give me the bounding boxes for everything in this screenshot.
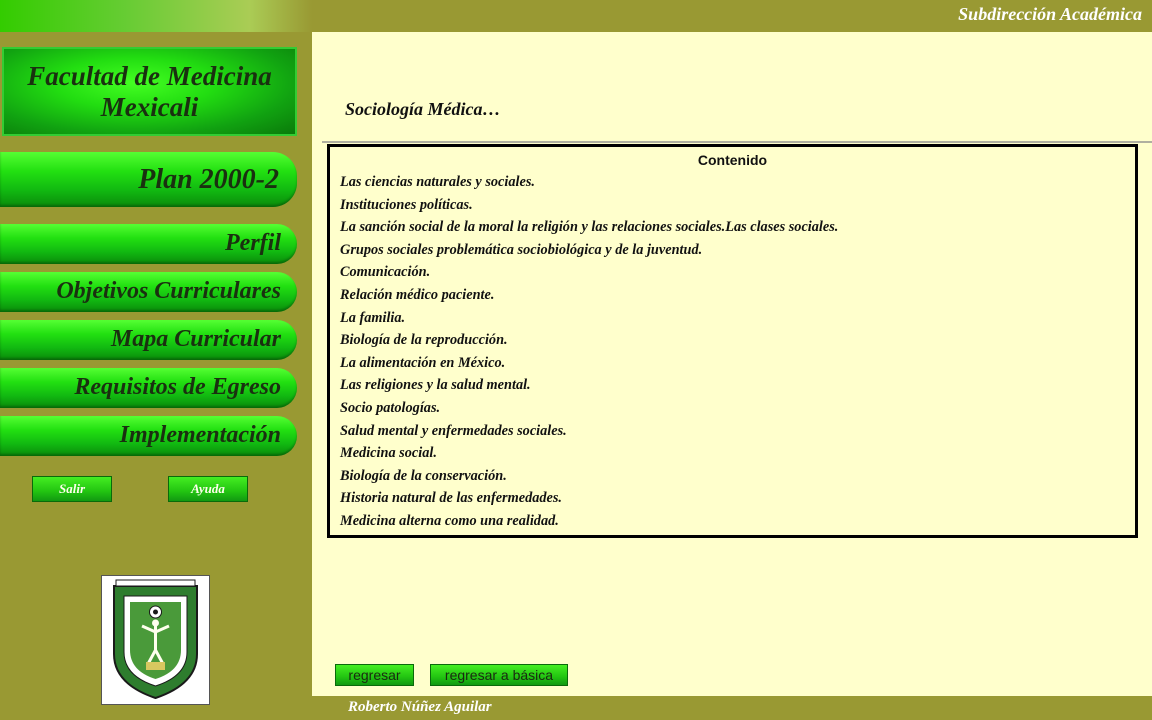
- list-item: Medicina alterna como una realidad.: [340, 512, 559, 529]
- content-list: [340, 171, 1125, 533]
- header-title: Subdirección Académica: [958, 4, 1142, 24]
- plan-button[interactable]: Plan 2000-2: [0, 152, 297, 207]
- faculty-title-line1: Facultad de Medicina: [27, 60, 272, 91]
- list-item: Las ciencias naturales y sociales.: [340, 174, 535, 190]
- page-title: Sociología Médica…: [345, 99, 501, 119]
- sidebar-top-gradient: [0, 0, 312, 32]
- list-item: La sanción social de la moral la religión y las relaciones sociales.Las clases sociales.: [340, 219, 839, 236]
- list-item: Relación médico paciente.: [340, 286, 495, 303]
- seal-graphic: [102, 576, 209, 704]
- university-seal-icon: [101, 575, 210, 705]
- nav-requisitos-egreso[interactable]: Requisitos de Egreso: [0, 368, 297, 408]
- nav-mapa-curricular[interactable]: Mapa Curricular: [0, 320, 297, 360]
- list-item: Salud mental y enfermedades sociales.: [340, 422, 567, 439]
- list-item: Biología de la conservación.: [340, 467, 507, 484]
- list-item: Las religiones y la salud mental.: [340, 377, 531, 394]
- list-item: Historia natural de las enfermedades.: [340, 490, 563, 507]
- back-button[interactable]: regresar: [335, 664, 414, 686]
- title-divider: [322, 141, 1152, 143]
- list-item: Medicina social.: [340, 445, 437, 462]
- nav-objetivos-curriculares[interactable]: Objetivos Curriculares: [0, 272, 297, 312]
- list-item: La familia.: [340, 309, 406, 326]
- nav-perfil[interactable]: Perfil: [0, 224, 297, 264]
- footer-author: Roberto Núñez Aguilar: [348, 699, 492, 715]
- faculty-title-line2: Mexicali: [100, 91, 199, 122]
- nav-implementacion[interactable]: Implementación: [0, 416, 297, 456]
- list-item: Socio patologías.: [340, 399, 441, 416]
- list-item: La alimentación en México.: [340, 354, 506, 371]
- exit-button[interactable]: Salir: [32, 476, 112, 502]
- list-item: Biología de la reproducción.: [340, 332, 508, 349]
- content-panel: [327, 144, 1138, 538]
- list-item: Instituciones políticas.: [340, 196, 473, 213]
- back-to-basic-button[interactable]: regresar a básica: [430, 664, 568, 686]
- list-item: Comunicación.: [340, 264, 431, 281]
- list-item: Grupos sociales problemática sociobiológica y de la juventud.: [340, 241, 703, 258]
- faculty-title-box: [2, 47, 297, 136]
- content-heading: Contenido: [697, 152, 768, 168]
- help-button[interactable]: Ayuda: [168, 476, 248, 502]
- header-band: [312, 0, 1152, 32]
